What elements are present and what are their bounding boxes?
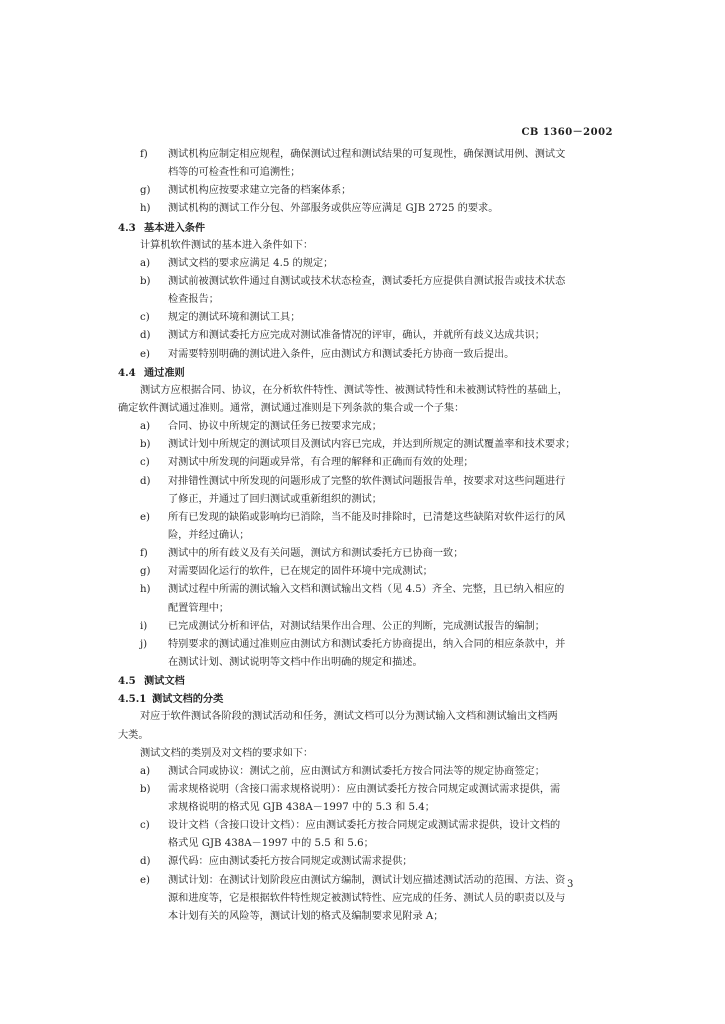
list-item: [118, 763, 592, 781]
list-item-text: 测试计划中所规定的测试项目及测试内容已完成，并达到所规定的测试覆盖率和技术要求；: [168, 439, 576, 451]
list-item-text: 测试方和测试委托方应完成对测试准备情况的评审，确认，并就所有歧义达成共识；: [168, 330, 545, 342]
section-heading: [118, 690, 592, 708]
list-item-text: 测试机构的测试工作分包、外部服务或供应等应满足 GJB 2725 的要求。: [168, 203, 499, 215]
paragraph-line: 测试文档的类别及对文档的要求如下：: [140, 747, 314, 759]
paragraph-line: 计算机软件测试的基本进入条件如下：: [140, 239, 314, 251]
list-item-label: c): [140, 820, 150, 832]
list-item-continuation: 源和进度等，它是根据软件特性规定被测试特性、应完成的任务、测试人员的职责以及与: [168, 892, 566, 904]
list-item-text: 特别要求的测试通过准则应由测试方和测试委托方协商提出，纳入合同的相应条款中，并: [168, 638, 566, 650]
paragraph-line: 测试方应根据合同、协议，在分析软件特性、测试等性、被测试特性和未被测试特性的基础上，: [140, 384, 568, 396]
list-item-text: 测试计划：在测试计划阶段应由测试方编制，测试计划应描述测试活动的范围、方法、资: [168, 874, 566, 886]
list-item-continuation: 了修正，并通过了回归测试或重新组织的测试；: [168, 493, 382, 505]
list-item-text: 已完成测试分析和评估，对测试结果作出合理、公正的判断，完成测试报告的编制；: [168, 620, 545, 632]
list-item-label: d): [140, 856, 151, 868]
list-item: [118, 182, 592, 200]
list-item-label: h): [140, 584, 151, 596]
list-item: [118, 309, 592, 327]
list-item-text: 设计文档（含接口设计文档）：应由测试委托方按合同规定或测试需求提供，设计文档的: [168, 820, 561, 832]
list-item-text: 源代码：应由测试委托方按合同规定或测试需求提供；: [168, 856, 413, 868]
page-number: 3: [567, 879, 574, 890]
list-item: [118, 509, 592, 527]
list-item: [118, 563, 592, 581]
list-item-label: f): [140, 548, 148, 560]
list-item-text: 规定的测试环境和测试工具；: [168, 312, 301, 324]
list-item: [118, 636, 592, 654]
list-item-label: c): [140, 457, 150, 469]
list-item-text: 测试合同或协议：测试之前，应由测试方和测试委托方按合同法等的规定协商签定；: [168, 765, 545, 777]
list-item: [118, 200, 592, 218]
list-item-label: a): [140, 765, 151, 777]
list-item-continuation: 格式见 GJB 438A－1997 中的 5.5 和 5.6；: [168, 838, 374, 850]
list-item: [118, 273, 592, 291]
list-item-text: 需求规格说明（含接口需求规格说明）：应由测试委托方按合同规定或测试需求提供，需: [168, 783, 561, 795]
list-item: [118, 327, 592, 345]
list-item-continuation: 险，并经过确认；: [168, 529, 250, 541]
list-item-text: 合同、协议中所规定的测试任务已按要求完成；: [168, 421, 382, 433]
list-item-text: 测试机构应制定相应规程，确保测试过程和测试结果的可复现性，确保测试用例、测试文: [168, 149, 566, 160]
section-title: 测试文档: [144, 675, 185, 688]
list-item-text: 测试机构应按要求建立完备的档案体系；: [168, 185, 352, 197]
section-heading: [118, 672, 592, 690]
list-item-text: 对排错性测试中所发现的问题形成了完整的软件测试问题报告单，按要求对这些问题进行: [168, 475, 566, 487]
paragraph-line: 对应于软件测试各阶段的测试活动和任务，测试文档可以分为测试输入文档和测试输出文档两: [140, 711, 558, 723]
paragraph-line: 大类。: [118, 729, 149, 741]
list-item: [118, 872, 592, 890]
paragraph-line: 确定软件测试通过准则。通常，测试通过准则是下列条款的集合或一个子集：: [118, 402, 465, 414]
list-item-label: a): [140, 421, 151, 433]
list-item: [118, 454, 592, 472]
section-title: 测试文档的分类: [152, 693, 224, 706]
list-item: [118, 618, 592, 636]
list-item-label: b): [140, 439, 151, 451]
list-item-label: g): [140, 566, 151, 578]
list-item: [118, 581, 592, 599]
list-item-label: e): [140, 348, 151, 360]
list-item-label: e): [140, 874, 151, 886]
list-item-text: 测试前被测试软件通过自测试或技术状态检查，测试委托方应提供自测试报告或技术状态: [168, 275, 566, 287]
list-item-label: d): [140, 475, 151, 487]
list-item: [118, 545, 592, 563]
list-item-continuation: 本计划有关的风险等，测试计划的格式及编制要求见附录 A；: [168, 910, 444, 922]
section-heading: [118, 219, 592, 237]
list-item-label: c): [140, 312, 150, 324]
list-item-continuation: 检查报告；: [168, 294, 219, 306]
list-item: [118, 255, 592, 273]
list-item-label: e): [140, 511, 151, 523]
section-title: 通过准则: [144, 366, 185, 379]
list-item-text: 对需要固化运行的软件，已在规定的固件环境中完成测试；: [168, 566, 433, 578]
section-title: 基本进入条件: [144, 221, 206, 234]
list-item: [118, 346, 592, 364]
list-item-text: 测试文档的要求应满足 4.5 的规定；: [168, 257, 334, 269]
list-item-text: 对测试中所发现的问题或异常，有合理的解释和正确而有效的处理；: [168, 457, 474, 469]
document-body: [118, 146, 592, 926]
section-number: 4.3: [118, 221, 136, 234]
list-item: [118, 817, 592, 835]
list-item: [118, 418, 592, 436]
section-number: 4.5.1: [118, 693, 147, 706]
list-item-label: j): [140, 638, 148, 650]
section-heading: [118, 364, 592, 382]
list-item: [118, 146, 592, 164]
list-item: [118, 781, 592, 799]
section-number: 4.5: [118, 675, 136, 688]
list-item-text: 对需要特别明确的测试进入条件，应由测试方和测试委托方协商一致后提出。: [168, 348, 515, 360]
list-item-text: 所有已发现的缺陷或影响均已消除，当不能及时排除时，已清楚这些缺陷对软件运行的风: [168, 511, 566, 523]
list-item-label: g): [140, 185, 151, 197]
list-item-label: i): [140, 620, 148, 632]
list-item-continuation: 在测试计划、测试说明等文档中作出明确的规定和描述。: [168, 656, 423, 668]
list-item: [118, 436, 592, 454]
list-item-label: d): [140, 330, 151, 342]
list-item: [118, 473, 592, 491]
list-item-continuation: 配置管理中；: [168, 602, 230, 614]
list-item-continuation: 档等的可检查性和可追溯性；: [168, 167, 301, 179]
list-item-text: 测试过程中所需的测试输入文档和测试输出文档（见 4.5）齐全、完整，且已纳入相应的: [168, 584, 565, 596]
standard-code-header: CB 1360－2002: [521, 127, 613, 138]
list-item-label: b): [140, 275, 151, 287]
list-item-label: a): [140, 257, 151, 269]
list-item: [118, 853, 592, 871]
list-item-text: 测试中的所有歧义及有关问题，测试方和测试委托方已协商一致；: [168, 548, 464, 560]
list-item-label: b): [140, 783, 151, 795]
section-number: 4.4: [118, 366, 136, 379]
list-item-continuation: 求规格说明的格式见 GJB 438A－1997 中的 5.3 和 5.4；: [168, 802, 435, 814]
list-item-label: h): [140, 203, 151, 215]
list-item-label: f): [140, 149, 148, 160]
